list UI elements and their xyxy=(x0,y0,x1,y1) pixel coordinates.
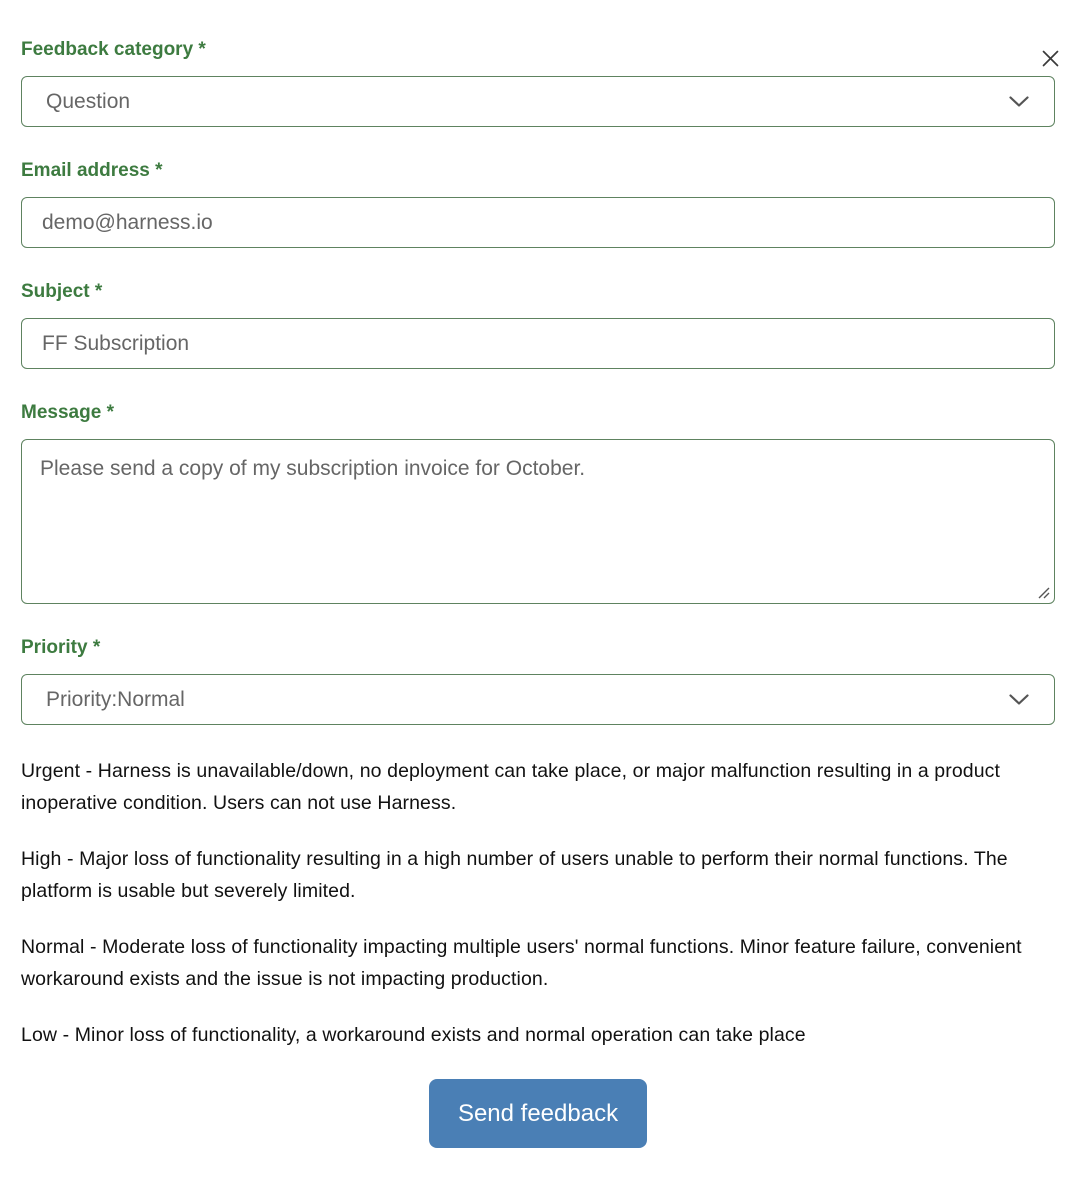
feedback-category-select[interactable] xyxy=(21,76,1055,127)
priority-description-urgent: Urgent - Harness is unavailable/down, no deployment can take place, or major malfunction resulting in a product inoperative condition. Users can not use Harness. xyxy=(21,760,1001,814)
email-label xyxy=(21,159,1055,183)
message-label xyxy=(21,401,1055,425)
message-label-text: Message xyxy=(21,402,102,423)
feedback-form-modal xyxy=(0,38,1076,1192)
priority-select[interactable] xyxy=(21,674,1055,725)
required-marker: * xyxy=(106,402,114,423)
required-marker: * xyxy=(94,281,103,302)
chevron-down-icon xyxy=(1008,693,1030,706)
priority-descriptions xyxy=(21,755,1055,1051)
send-feedback-button[interactable]: Send feedback xyxy=(429,1079,647,1148)
priority-label xyxy=(21,636,1055,660)
feedback-category-label-text: Feedback category xyxy=(21,39,194,60)
subject-label-text: Subject xyxy=(21,281,90,302)
priority-label-text: Priority xyxy=(21,637,88,658)
feedback-category-select-value: Question xyxy=(46,89,131,113)
feedback-category-label xyxy=(21,38,1055,62)
message-field-wrap xyxy=(21,439,1055,604)
email-input[interactable] xyxy=(21,197,1055,248)
priority-description-high: High - Major loss of functionality resulting in a high number of users unable to perform their normal functions. The platform is usable but severely limited. xyxy=(21,848,1008,902)
required-marker: * xyxy=(155,160,163,181)
priority-select-value: Priority:Normal xyxy=(46,687,185,711)
required-marker: * xyxy=(92,637,101,658)
priority-description-low: Low - Minor loss of functionality, a workaround exists and normal operation can take place xyxy=(21,1024,806,1046)
subject-label xyxy=(21,280,1055,304)
subject-input[interactable] xyxy=(21,318,1055,369)
submit-row xyxy=(21,1079,1055,1148)
message-textarea[interactable] xyxy=(21,439,1055,604)
required-marker: * xyxy=(198,39,206,60)
priority-description-normal: Normal - Moderate loss of functionality impacting multiple users' normal functions. Minor feature failure, convenient workaround exists and the issue is not impacting production. xyxy=(21,936,1022,990)
close-icon xyxy=(1041,49,1060,71)
close-button[interactable] xyxy=(1039,49,1061,71)
resize-grip-icon[interactable] xyxy=(1037,586,1050,599)
chevron-down-icon xyxy=(1008,95,1030,108)
email-label-text: Email address xyxy=(21,160,150,181)
